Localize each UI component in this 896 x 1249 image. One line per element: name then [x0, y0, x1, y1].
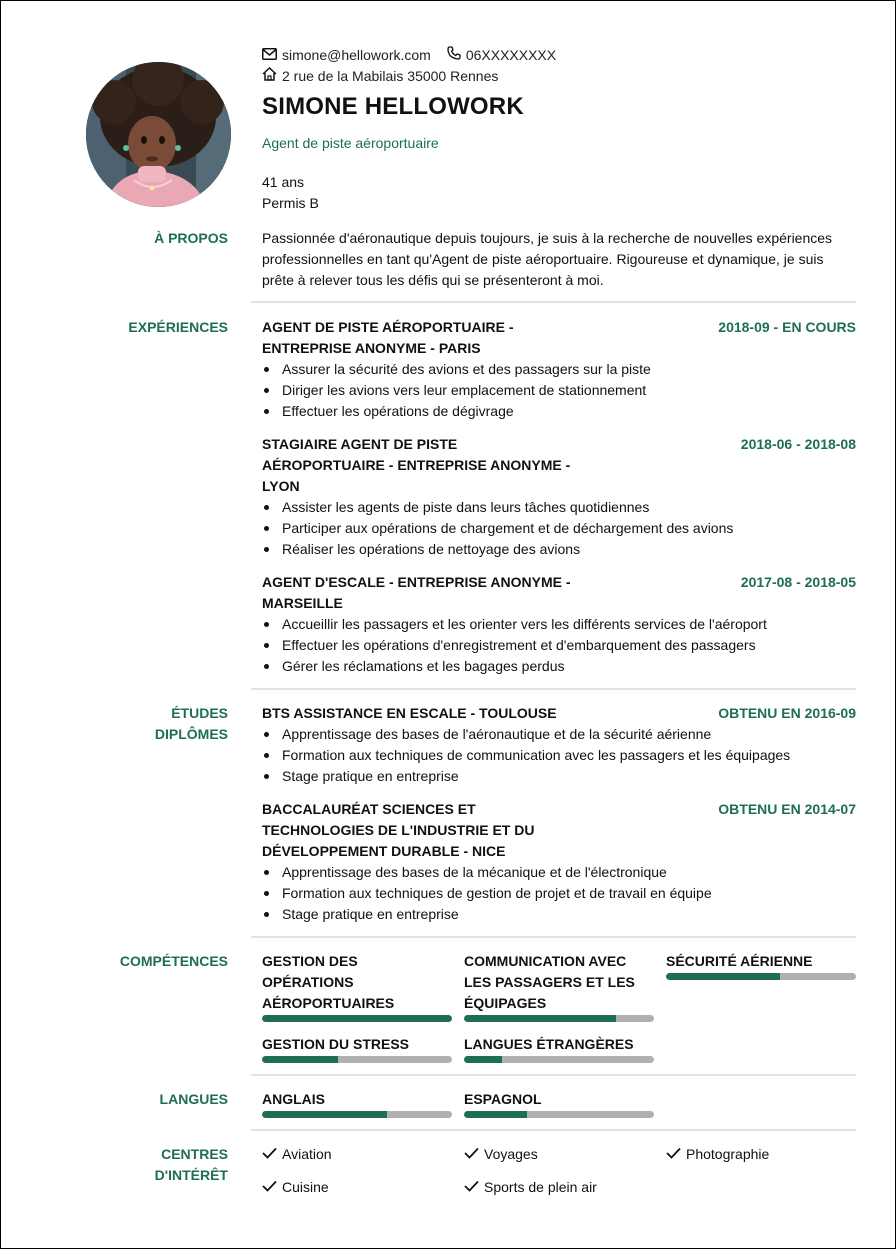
skill-item	[262, 951, 452, 1022]
interest-label: Voyages	[484, 1146, 538, 1162]
skill-bar	[464, 1056, 654, 1063]
section-label-interests-line2: D'INTÉRÊT	[154, 1167, 228, 1183]
skill-bar	[262, 1015, 452, 1022]
check-icon	[666, 1144, 681, 1165]
skill-bar-fill	[262, 1015, 452, 1022]
bullet-item: Accueillir les passagers et les orienter vers les différents services de l'aéroport	[262, 614, 856, 635]
divider	[251, 1074, 856, 1076]
bullet-item: Apprentissage des bases de l'aéronautique et de la sécurité aérienne	[262, 724, 856, 745]
section-label-interests-line1: CENTRES	[161, 1146, 228, 1162]
check-icon	[262, 1144, 277, 1165]
divider	[251, 1129, 856, 1131]
phone-text: 06XXXXXXXX	[465, 46, 557, 63]
experience-entry	[262, 434, 856, 560]
experience-entry	[262, 317, 856, 422]
skill-name: GESTION DU STRESS	[262, 1036, 410, 1052]
phone-item[interactable]	[447, 46, 556, 63]
address-text: 2 rue de la Mabilais 35000 Rennes	[282, 67, 499, 84]
check-icon	[262, 1177, 277, 1198]
section-label-languages: LANGUES	[159, 1091, 228, 1107]
language-bar	[464, 1111, 654, 1118]
language-item	[464, 1089, 654, 1118]
email-text: simone@hellowork.com	[282, 46, 431, 63]
experience-title: AGENT DE PISTE AÉROPORTUAIRE - ENTREPRISE ANONYME - PARIS	[262, 319, 514, 356]
section-label-experiences: EXPÉRIENCES	[128, 319, 228, 335]
bullet-item: Assister les agents de piste dans leurs tâches quotidiennes	[262, 497, 856, 518]
experience-bullets	[262, 359, 856, 422]
skill-item	[464, 1034, 654, 1063]
language-bar-fill	[262, 1111, 387, 1118]
study-title: BACCALAURÉAT SCIENCES ET TECHNOLOGIES DE L'INDUSTRIE ET DU DÉVELOPPEMENT DURABLE - NICE	[262, 801, 535, 859]
interest-item	[464, 1144, 538, 1165]
phone-icon	[447, 46, 461, 63]
study-title: BTS ASSISTANCE EN ESCALE - TOULOUSE	[262, 705, 557, 721]
interest-item	[666, 1144, 769, 1165]
experience-date: 2018-09 - EN COURS	[718, 319, 856, 335]
study-entry	[262, 799, 856, 925]
bullet-item: Stage pratique en entreprise	[262, 904, 856, 925]
skill-name: LANGUES ÉTRANGÈRES	[464, 1036, 634, 1052]
skill-bar	[464, 1015, 654, 1022]
bullet-item: Effectuer les opérations d'enregistrement et d'embarquement des passagers	[262, 635, 856, 656]
interest-item	[262, 1177, 329, 1198]
bullet-item: Assurer la sécurité des avions et des passagers sur la piste	[262, 359, 856, 380]
language-name: ESPAGNOL	[464, 1091, 542, 1107]
address-item	[262, 67, 498, 84]
experience-title: AGENT D'ESCALE - ENTREPRISE ANONYME - MARSEILLE	[262, 574, 571, 611]
language-item	[262, 1089, 452, 1118]
experience-bullets	[262, 614, 856, 677]
language-name: ANGLAIS	[262, 1091, 325, 1107]
skill-bar-fill	[464, 1015, 616, 1022]
license-text: Permis B	[262, 195, 319, 211]
experience-entry	[262, 572, 856, 677]
check-icon	[464, 1144, 479, 1165]
skill-item	[262, 1034, 452, 1063]
bullet-item: Formation aux techniques de communication avec les passagers et les équipages	[262, 745, 856, 766]
candidate-name: SIMONE HELLOWORK	[262, 93, 524, 120]
study-bullets	[262, 862, 856, 925]
profile-photo	[86, 62, 231, 207]
skill-name: GESTION DES OPÉRATIONS AÉROPORTUAIRES	[262, 953, 395, 1011]
home-icon	[262, 67, 277, 84]
study-date: OBTENU EN 2016-09	[718, 705, 856, 721]
experience-date: 2017-08 - 2018-05	[740, 574, 856, 590]
interest-item	[464, 1177, 597, 1198]
interest-label: Aviation	[282, 1146, 332, 1162]
experience-date: 2018-06 - 2018-08	[740, 436, 856, 452]
skill-bar	[262, 1056, 452, 1063]
age-text: 41 ans	[262, 174, 305, 190]
job-title: Agent de piste aéroportuaire	[262, 135, 439, 151]
check-icon	[464, 1177, 479, 1198]
study-bullets	[262, 724, 856, 787]
personal-info	[262, 172, 319, 214]
bullet-item: Formation aux techniques de gestion de projet et de travail en équipe	[262, 883, 856, 904]
section-label-studies-line2: DIPLÔMES	[154, 726, 228, 742]
interest-label: Cuisine	[282, 1179, 329, 1195]
skill-item	[464, 951, 654, 1022]
section-label-skills: COMPÉTENCES	[119, 953, 228, 969]
email-item[interactable]	[262, 47, 431, 63]
section-label-studies	[155, 703, 228, 745]
divider	[251, 936, 856, 938]
section-label-studies-line1: ÉTUDES	[171, 705, 228, 721]
experience-title: STAGIAIRE AGENT DE PISTE AÉROPORTUAIRE - ENTREPRISE ANONYME - LYON	[262, 436, 571, 494]
interest-label: Sports de plein air	[484, 1179, 597, 1195]
study-entry	[262, 703, 856, 787]
language-bar	[262, 1111, 452, 1118]
skill-bar-fill	[666, 973, 780, 980]
study-date: OBTENU EN 2014-07	[718, 801, 856, 817]
skill-name: COMMUNICATION AVEC LES PASSAGERS ET LES ÉQUIPAGES	[464, 953, 635, 1011]
language-bar-fill	[464, 1111, 527, 1118]
section-label-about: À PROPOS	[154, 230, 228, 246]
skill-item	[666, 951, 856, 980]
interest-item	[262, 1144, 332, 1165]
about-text: Passionnée d'aéronautique depuis toujours, je suis à la recherche de nouvelles expériences professionnelles en tant qu'Agent de piste aéroportuaire. Rigoureuse et dynamique, je suis prête à relever tous les défis qui se présenteront à moi.	[262, 230, 833, 288]
skill-bar	[666, 973, 856, 980]
bullet-item: Réaliser les opérations de nettoyage des avions	[262, 539, 856, 560]
skill-name: SÉCURITÉ AÉRIENNE	[666, 953, 813, 969]
divider	[251, 301, 856, 303]
envelope-icon	[262, 47, 277, 63]
skill-bar-fill	[262, 1056, 338, 1063]
bullet-item: Effectuer les opérations de dégivrage	[262, 401, 856, 422]
bullet-item: Diriger les avions vers leur emplacement de stationnement	[262, 380, 856, 401]
bullet-item: Gérer les réclamations et les bagages perdus	[262, 656, 856, 677]
skill-bar-fill	[464, 1056, 502, 1063]
interest-label: Photographie	[686, 1146, 770, 1162]
divider	[251, 688, 856, 690]
bullet-item: Apprentissage des bases de la mécanique et de l'électronique	[262, 862, 856, 883]
experience-bullets	[262, 497, 856, 560]
section-label-interests	[155, 1144, 228, 1186]
contact-block	[262, 44, 572, 86]
bullet-item: Participer aux opérations de chargement et de déchargement des avions	[262, 518, 856, 539]
bullet-item: Stage pratique en entreprise	[262, 766, 856, 787]
